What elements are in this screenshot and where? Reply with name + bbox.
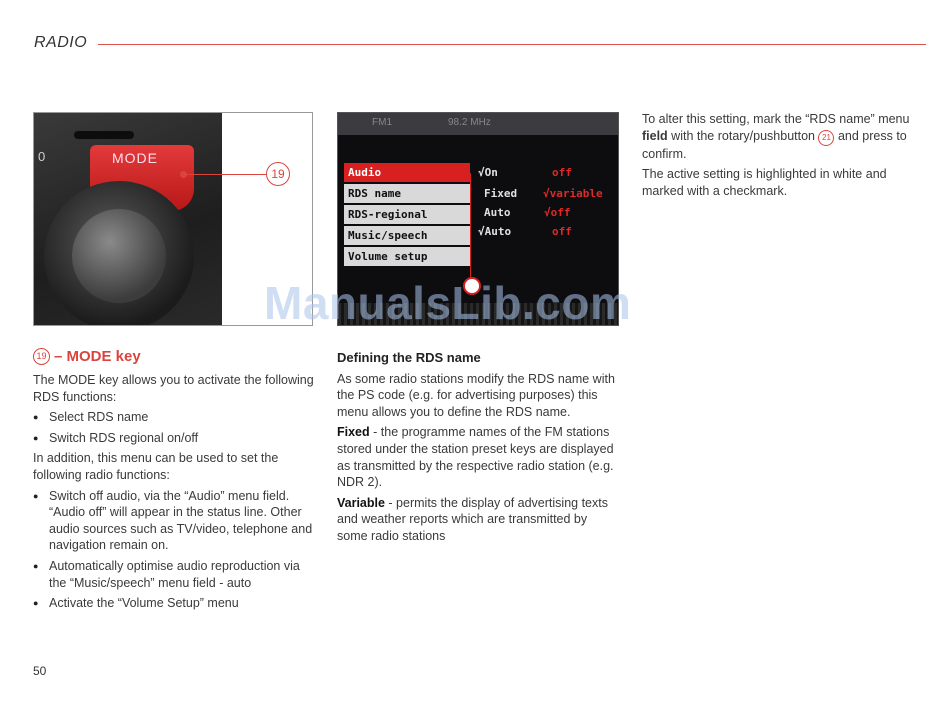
middle-column [337, 350, 620, 549]
alter-setting-paragraph [642, 111, 926, 162]
watermark: ManualsLib.com [264, 277, 632, 329]
bullet-switch-regional: ● Switch RDS regional on/off [33, 430, 314, 447]
menu-item-audio: Audio [344, 163, 470, 182]
preset-zero-label: 0 [38, 149, 46, 164]
option-regional-off: √off [544, 206, 571, 219]
bullet-switch-off-audio: ● Switch off audio, via the “Audio” menu field. “Audio off” will appear in the status line. Other audio sources such as TV/video, telephone and navigation remain on. [33, 488, 314, 554]
variable-term: Variable [337, 495, 385, 510]
cd-slot [74, 131, 134, 139]
menu-item-rds-regional: RDS-regional [344, 205, 470, 224]
option-music-off: off [552, 225, 572, 238]
rds-name-heading: Defining the RDS name [337, 350, 481, 365]
mode-intro: The MODE key allows you to activate the following RDS functions: [33, 373, 314, 404]
alter-text-a: To alter this setting, mark the “RDS name” menu [642, 112, 910, 126]
fixed-paragraph [337, 424, 620, 490]
option-audio-on: √On [478, 166, 498, 179]
alter-text-b: with the rotary/pushbutton [667, 128, 819, 143]
mode-key-label: MODE [112, 150, 158, 166]
status-band: FM1 [372, 117, 392, 128]
bullet-select-rds: ● Select RDS name [33, 409, 314, 426]
status-frequency: 98.2 MHz [448, 117, 491, 128]
page-header-title: RADIO [34, 34, 88, 51]
option-rds-variable: √variable [543, 187, 603, 200]
menu-item-volume-setup: Volume setup [344, 247, 470, 266]
bullet-volume-setup: ● Activate the “Volume Setup” menu [33, 595, 314, 612]
header-rule [98, 44, 926, 45]
callout-number: 19 [266, 162, 290, 186]
menu-bracket [470, 173, 471, 283]
variable-paragraph [337, 495, 620, 545]
mode-key-heading-text: – MODE key [54, 348, 141, 365]
option-regional-auto: Auto [484, 206, 511, 219]
option-rds-fixed: Fixed [484, 187, 518, 200]
mode-key-number: 19 [33, 348, 50, 365]
bullet-optimise-audio: ● Automatically optimise audio reproduction via the “Music/speech” menu field - auto [33, 558, 314, 591]
rds-menu [344, 163, 470, 268]
callout-line [184, 174, 266, 175]
rotary-knob-inner [72, 209, 166, 303]
fixed-term: Fixed [337, 425, 370, 440]
option-audio-off: off [552, 166, 572, 179]
active-setting-paragraph: The active setting is highlighted in white and marked with a checkmark. [642, 167, 887, 198]
left-column [33, 372, 314, 616]
alter-field: field [642, 128, 668, 143]
mode-key-heading [33, 348, 141, 365]
rds-name-intro: As some radio stations modify the RDS name with the PS code (e.g. for advertising purposes) this menu allows you to define the RDS name. [337, 371, 615, 419]
page-number: 50 [33, 664, 47, 678]
menu-item-music-speech: Music/speech [344, 226, 470, 245]
status-bar [338, 113, 618, 135]
alter-text-c: and press to confirm. [642, 128, 907, 161]
rotary-button-number: 21 [818, 130, 834, 146]
variable-text: - permits the display of advertising texts and weather reports which are transmitted by some radio stations [337, 495, 608, 543]
option-music-auto: √Auto [478, 225, 512, 238]
menu-item-rds-name: RDS name [344, 184, 470, 203]
right-column [642, 111, 926, 203]
mode-mid-text: In addition, this menu can be used to set the following radio functions: [33, 451, 279, 482]
fixed-text: - the programme names of the FM stations stored under the station preset keys are displayed as transmitted by the respective radio station (e.g. NDR 2). [337, 425, 614, 490]
